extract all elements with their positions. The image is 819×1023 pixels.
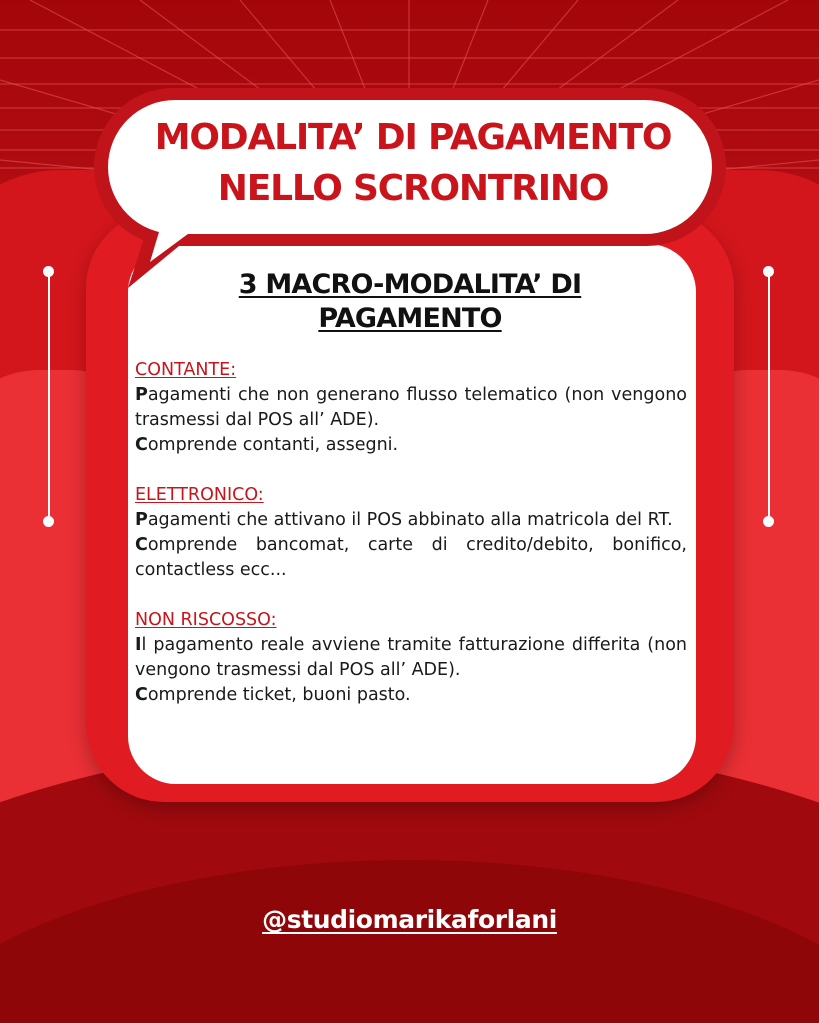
paragraph-text: l pagamento reale avviene tramite fatturazione differita (non vengono trasmessi dal POS all’ ADE). (135, 635, 687, 680)
left-slider-rail (48, 272, 50, 522)
card-title (140, 268, 680, 336)
paragraph-initial: C (135, 535, 148, 555)
headline (118, 112, 708, 214)
paragraph-text: agamenti che non generano flusso telematico (non vengono trasmessi dal POS all’ ADE). (135, 385, 687, 430)
paragraph-text: omprende contanti, assegni. (147, 435, 399, 455)
section-paragraph (135, 633, 687, 683)
right-rail-top-dot (763, 266, 774, 277)
section-paragraph (135, 433, 687, 458)
left-rail-top-dot (43, 266, 54, 277)
paragraph-text: omprende ticket, buoni pasto. (147, 685, 411, 705)
section-heading: ELETTRONICO: (135, 485, 264, 505)
paragraph-initial: P (135, 510, 148, 530)
right-slider-rail (768, 272, 770, 522)
paragraph-initial: C (135, 435, 148, 455)
card-title-line-2: PAGAMENTO (318, 303, 502, 334)
instagram-handle[interactable]: @studiomarikaforlani (262, 905, 557, 934)
section-contante (135, 358, 687, 458)
paragraph-initial: I (135, 635, 142, 655)
section-elettronico (135, 483, 687, 583)
section-non-riscosso (135, 608, 687, 708)
paragraph-text: agamenti che attivano il POS abbinato alla matricola del RT. (147, 510, 673, 530)
card-content (135, 358, 687, 733)
section-paragraph (135, 508, 687, 533)
section-paragraph (135, 683, 687, 708)
section-paragraph (135, 383, 687, 433)
section-paragraph (135, 533, 687, 583)
headline-line-2: NELLO SCRONTRINO (217, 168, 609, 209)
section-heading: NON RISCOSSO: (135, 610, 277, 630)
paragraph-text: omprende bancomat, carte di credito/debito, bonifico, contactless ecc... (135, 535, 687, 580)
card-title-line-1: 3 MACRO-MODALITA’ DI (238, 269, 582, 300)
paragraph-initial: C (135, 685, 148, 705)
right-rail-bottom-dot (763, 516, 774, 527)
paragraph-initial: P (135, 385, 148, 405)
section-heading: CONTANTE: (135, 360, 237, 380)
left-rail-bottom-dot (43, 516, 54, 527)
headline-line-1: MODALITA’ DI PAGAMENTO (154, 117, 672, 158)
